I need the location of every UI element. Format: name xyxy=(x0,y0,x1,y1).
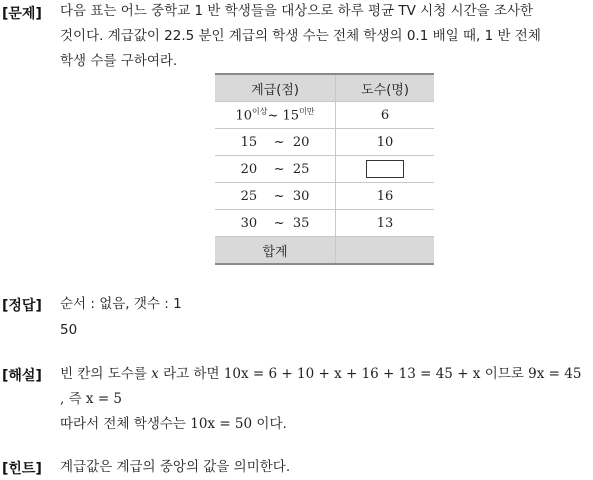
class-to-note: 미만 xyxy=(299,107,315,117)
problem-tag: [문제] xyxy=(2,6,42,22)
table-row xyxy=(215,183,434,210)
tilde: ~ xyxy=(273,215,285,231)
total-value xyxy=(336,237,435,265)
frequency-cell: 6 xyxy=(336,102,435,129)
frequency-cell xyxy=(336,156,435,183)
problem-line-3: 학생 수를 구하여라. xyxy=(60,53,178,69)
explanation-text-part: 이다. xyxy=(256,416,287,432)
blank-answer-box[interactable] xyxy=(366,160,404,178)
equation-result: 9x = 45 xyxy=(528,366,582,382)
answer-tag: [정답] xyxy=(2,298,42,314)
variable-x: x xyxy=(151,366,159,382)
equation-sum: 10x = 6 + 10 + x + 16 + 13 = 45 + x xyxy=(223,366,481,382)
answer-text xyxy=(60,292,588,343)
table-row xyxy=(215,156,434,183)
explanation-line-1 xyxy=(60,362,588,387)
answer-value: 50 xyxy=(60,322,78,338)
tilde: ~ xyxy=(267,108,279,124)
class-to: 25 xyxy=(292,161,310,177)
tilde: ~ xyxy=(273,134,285,150)
class-from: 20 xyxy=(240,161,258,177)
table-row xyxy=(215,102,434,129)
answer-line-1: 순서 : 없음, 갯수 : 1 xyxy=(60,296,182,312)
frequency-cell: 10 xyxy=(336,129,435,156)
tilde: ~ xyxy=(273,161,285,177)
explanation-line-2: , 즉 x = 5 xyxy=(60,391,123,407)
class-from: 15 xyxy=(240,134,258,150)
table-row xyxy=(215,129,434,156)
tilde: ~ xyxy=(273,188,285,204)
frequency-cell: 13 xyxy=(336,210,435,237)
explanation-text-part: 따라서 전체 학생수는 xyxy=(60,416,186,432)
problem-text xyxy=(60,0,588,74)
explanation-text xyxy=(60,362,588,437)
header-class: 계급(점) xyxy=(215,74,336,102)
problem-line-1: 다음 표는 어느 중학교 1 반 학생들을 대상으로 하루 평균 TV 시청 시간을 조사한 xyxy=(60,3,534,19)
class-from: 25 xyxy=(240,188,258,204)
class-cell xyxy=(215,129,336,156)
class-from: 10 xyxy=(235,108,252,124)
hint-line: 계급값은 계급의 중앙의 값을 의미한다. xyxy=(60,459,291,475)
class-to: 15 xyxy=(282,108,300,124)
header-frequency: 도수(명) xyxy=(336,74,435,102)
class-to: 30 xyxy=(292,188,310,204)
class-cell xyxy=(215,210,336,237)
class-cell xyxy=(215,156,336,183)
equation-total: 10x = 50 xyxy=(190,416,253,432)
explanation-line-3 xyxy=(60,412,588,437)
frequency-table xyxy=(215,73,434,265)
frequency-cell: 16 xyxy=(336,183,435,210)
explanation-tag: [해설] xyxy=(2,368,42,384)
class-cell xyxy=(215,183,336,210)
total-row xyxy=(215,237,434,265)
table-header-row xyxy=(215,74,434,102)
class-cell xyxy=(215,102,336,129)
explanation-text-part: 빈 칸의 도수를 xyxy=(60,366,147,382)
problem-line-2: 것이다. 계급값이 22.5 분인 계급의 학생 수는 전체 학생의 0.1 배일 때, 1 반 전체 xyxy=(60,28,541,44)
hint-text xyxy=(60,455,588,480)
total-label: 합계 xyxy=(215,237,336,265)
hint-tag: [힌트] xyxy=(2,461,42,477)
explanation-text-part: 이므로 xyxy=(484,366,524,382)
table-row xyxy=(215,210,434,237)
class-to: 20 xyxy=(292,134,310,150)
explanation-text-part: 라고 하면 xyxy=(163,366,220,382)
class-from-note: 이상 xyxy=(252,107,268,117)
class-from: 30 xyxy=(240,215,258,231)
class-to: 35 xyxy=(292,215,310,231)
